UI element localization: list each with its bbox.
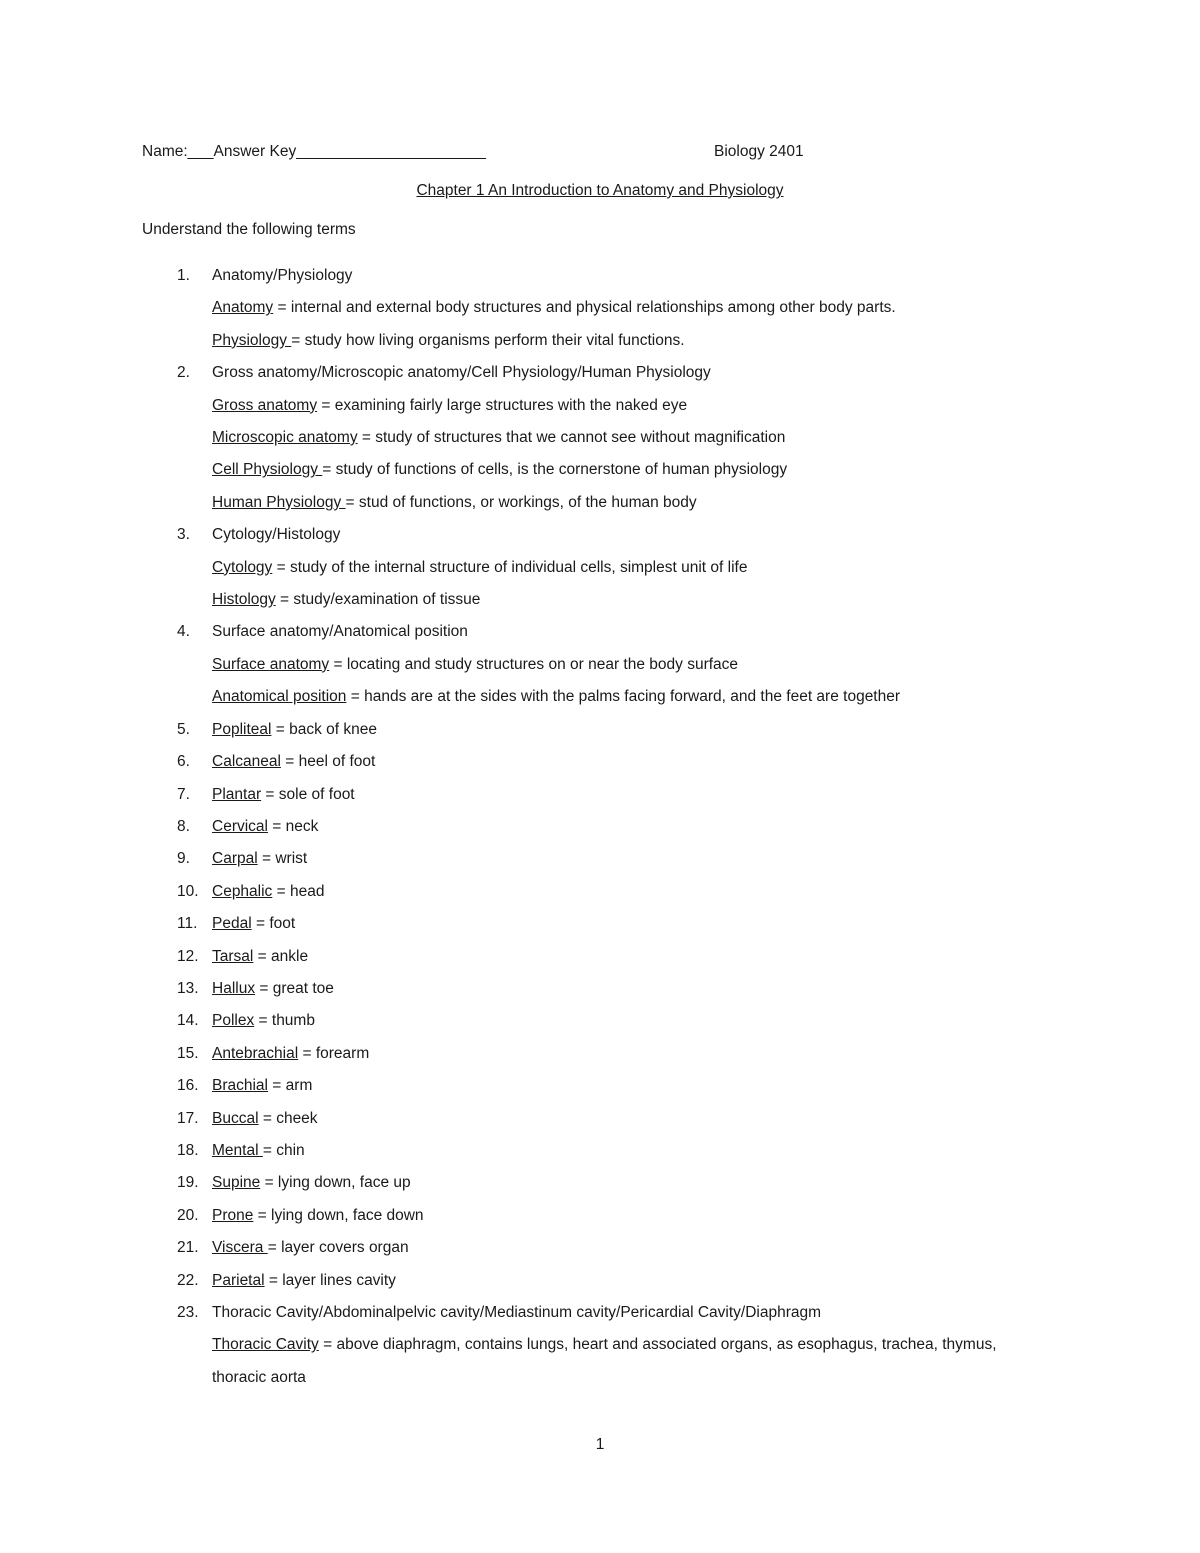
definition-text: = layer covers organ [267, 1239, 409, 1257]
item-definition [212, 876, 1062, 908]
term-label: Pedal [212, 915, 252, 933]
definition-text: = foot [251, 915, 296, 933]
definition-text: = study how living organisms perform their vital functions. [291, 331, 685, 349]
term-label: Viscera [212, 1239, 268, 1257]
list-item [142, 1103, 1062, 1135]
list-item [142, 714, 1062, 746]
definition-text: = locating and study structures on or near the body surface [329, 655, 739, 673]
definition-text: = above diaphragm, contains lungs, heart and associated organs, as esophagus, trachea, thymus, [318, 1336, 997, 1354]
item-heading: Anatomy/Physiology [212, 267, 353, 284]
term-label: Buccal [212, 1109, 259, 1127]
document-header [142, 143, 1060, 165]
item-definition [212, 941, 1062, 973]
term-label: Cervical [212, 817, 268, 835]
list-item [142, 1135, 1062, 1167]
item-definition [212, 1265, 1062, 1297]
definition-text: = heel of foot [280, 753, 376, 771]
page-number: 1 [595, 1436, 605, 1453]
definition-text: = internal and external body structures and physical relationships among other body parts. [273, 299, 896, 317]
term-label: Anatomical position [212, 688, 347, 706]
item-number: 5. [177, 720, 190, 738]
list-item [142, 843, 1062, 875]
list-item [142, 1297, 1062, 1394]
item-number: 1. [177, 267, 190, 284]
definition-text: = study of structures that we cannot see without magnification [357, 429, 786, 447]
item-definition [212, 1038, 1062, 1070]
list-item [142, 1005, 1062, 1037]
list-item [142, 1167, 1062, 1199]
list-item [142, 260, 1062, 357]
definition-text: = back of knee [271, 720, 378, 738]
definition-line [212, 1362, 1062, 1394]
item-number: 14. [177, 1012, 199, 1030]
definition-text: = study/examination of tissue [275, 591, 481, 609]
term-label: Microscopic anatomy [212, 429, 358, 447]
term-label: Tarsal [212, 947, 254, 965]
item-number: 12. [177, 947, 199, 965]
course-label: Biology 2401 [714, 143, 804, 160]
term-label: Physiology [212, 331, 292, 349]
list-item [142, 941, 1062, 973]
definition-line [212, 422, 1062, 454]
definition-line [212, 552, 1062, 584]
definition-line [212, 1329, 1062, 1361]
item-number: 3. [177, 526, 190, 544]
term-label: Histology [212, 591, 276, 609]
term-label: Prone [212, 1206, 254, 1224]
term-label: Antebrachial [212, 1044, 299, 1062]
definition-text: = arm [268, 1077, 313, 1095]
item-definition [212, 1005, 1062, 1037]
term-label: Carpal [212, 850, 258, 868]
item-definition [212, 1232, 1062, 1264]
name-field: Name:___Answer Key______________________ [142, 143, 486, 160]
definition-line [212, 681, 1062, 713]
list-item [142, 908, 1062, 940]
term-label: Surface anatomy [212, 655, 330, 673]
item-definition [212, 746, 1062, 778]
definition-text: = forearm [298, 1044, 370, 1062]
item-heading: Surface anatomy/Anatomical position [212, 623, 468, 641]
list-item [142, 1232, 1062, 1264]
definition-text: = layer lines cavity [264, 1271, 396, 1289]
definition-line [212, 292, 1062, 324]
definition-text: = thumb [254, 1012, 315, 1030]
item-definition [212, 1200, 1062, 1232]
item-definition [212, 908, 1062, 940]
item-number: 17. [177, 1109, 199, 1127]
item-heading: Gross anatomy/Microscopic anatomy/Cell Physiology/Human Physiology [212, 364, 711, 382]
terms-list [142, 260, 1062, 1394]
definition-text: = wrist [257, 850, 308, 868]
definition-text: = ankle [253, 947, 309, 965]
list-item [142, 1038, 1062, 1070]
definition-text: = cheek [258, 1109, 318, 1127]
term-label: Popliteal [212, 720, 272, 738]
item-number: 20. [177, 1206, 199, 1224]
item-number: 2. [177, 364, 190, 382]
item-number: 18. [177, 1141, 199, 1159]
list-item [142, 616, 1062, 713]
definition-text: = neck [267, 817, 319, 835]
term-label: Calcaneal [212, 753, 281, 771]
term-label: Hallux [212, 979, 256, 997]
term-label: Mental [212, 1141, 263, 1159]
intro-text: Understand the following terms [142, 221, 356, 238]
term-label: Supine [212, 1174, 261, 1192]
item-definition [212, 1070, 1062, 1102]
item-heading: Thoracic Cavity/Abdominalpelvic cavity/Mediastinum cavity/Pericardial Cavity/Diaphragm [212, 1304, 822, 1321]
item-number: 9. [177, 850, 190, 868]
term-label: Cephalic [212, 882, 273, 900]
list-item [142, 973, 1062, 1005]
term-label: Pollex [212, 1012, 255, 1030]
term-label: Cell Physiology [212, 461, 323, 479]
list-item [142, 1200, 1062, 1232]
item-number: 19. [177, 1174, 199, 1192]
list-item [142, 876, 1062, 908]
item-number: 4. [177, 623, 190, 641]
definition-line [212, 454, 1062, 486]
definition-line [212, 487, 1062, 519]
item-number: 8. [177, 817, 190, 835]
item-number: 16. [177, 1077, 199, 1095]
term-label: Plantar [212, 785, 262, 803]
item-number: 22. [177, 1271, 199, 1289]
definition-line [212, 390, 1062, 422]
item-number: 7. [177, 785, 190, 803]
item-heading: Cytology/Histology [212, 526, 341, 544]
item-definition [212, 811, 1062, 843]
list-item [142, 811, 1062, 843]
list-item [142, 1265, 1062, 1297]
definition-text: = hands are at the sides with the palms facing forward, and the feet are together [346, 688, 901, 706]
item-definition [212, 1103, 1062, 1135]
definition-text: = stud of functions, or workings, of the human body [345, 493, 697, 511]
item-number: 15. [177, 1044, 199, 1062]
definition-text: = lying down, face down [253, 1206, 424, 1224]
term-label: Anatomy [212, 299, 274, 317]
item-number: 6. [177, 753, 190, 771]
definition-text: thoracic aorta [212, 1368, 306, 1386]
definition-text: = lying down, face up [260, 1174, 411, 1192]
definition-text: = study of functions of cells, is the cornerstone of human physiology [322, 461, 788, 479]
term-label: Human Physiology [212, 493, 346, 511]
document-title: Chapter 1 An Introduction to Anatomy and Physiology [416, 182, 784, 199]
definition-text: = chin [262, 1141, 305, 1159]
item-number: 11. [177, 915, 198, 933]
item-number: 13. [177, 979, 199, 997]
item-definition [212, 843, 1062, 875]
item-definition [212, 1167, 1062, 1199]
definition-line [212, 584, 1062, 616]
definition-text: = head [272, 882, 325, 900]
item-definition [212, 714, 1062, 746]
term-label: Brachial [212, 1077, 268, 1095]
term-label: Parietal [212, 1271, 265, 1289]
definition-text: = study of the internal structure of individual cells, simplest unit of life [272, 558, 748, 576]
item-number: 21. [177, 1239, 199, 1257]
list-item [142, 519, 1062, 616]
definition-text: = examining fairly large structures with the naked eye [317, 396, 688, 414]
definition-text: = great toe [255, 979, 334, 997]
term-label: Thoracic Cavity [212, 1336, 319, 1354]
item-number: 23. [177, 1304, 199, 1321]
list-item [142, 746, 1062, 778]
list-item [142, 357, 1062, 519]
item-number: 10. [177, 882, 199, 900]
item-definition [212, 1135, 1062, 1167]
list-item [142, 779, 1062, 811]
item-definition [212, 973, 1062, 1005]
definition-text: = sole of foot [261, 785, 355, 803]
term-label: Gross anatomy [212, 396, 318, 414]
term-label: Cytology [212, 558, 273, 576]
item-definition [212, 779, 1062, 811]
definition-line [212, 325, 1062, 357]
definition-line [212, 649, 1062, 681]
list-item [142, 1070, 1062, 1102]
